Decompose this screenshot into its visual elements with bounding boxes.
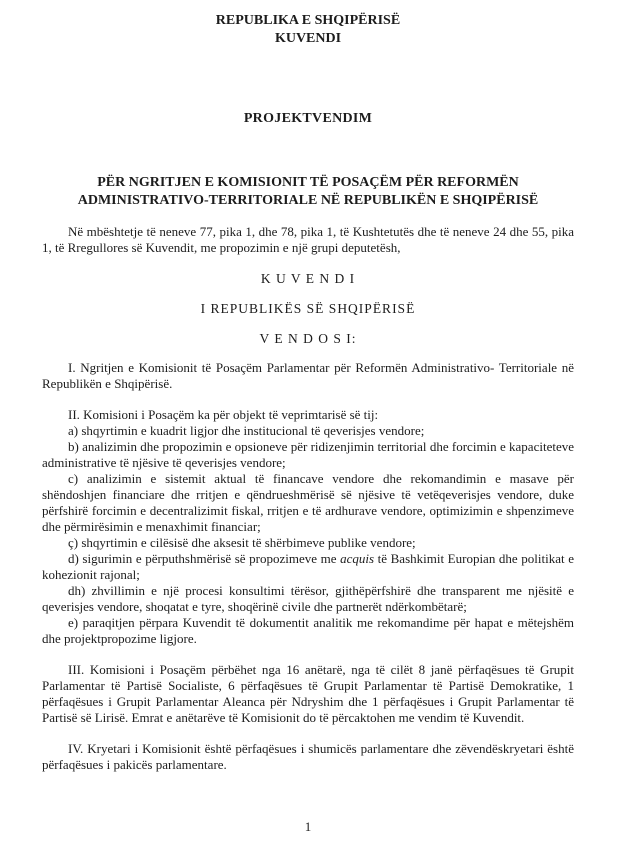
republic-name: REPUBLIKA E SHQIPËRISË [215, 13, 401, 28]
institution-name: KUVENDI [274, 31, 342, 46]
list-item-b: b) analizimin dhe propozimin e opsioneve për ridizenjimin territorial dhe forcimin e kapaciteteve administrative të njësive të qeverisjes vendore; [42, 439, 574, 470]
letterhead [42, 12, 574, 48]
section-4-paragraph: IV. Kryetari i Komisionit është përfaqësues i shumicës parlamentare dhe zëvendëskryetari është përfaqësues i pakicës parlamentare. [42, 741, 574, 772]
decision-title [42, 174, 574, 210]
section-2-intro: II. Komisioni i Posaçëm ka për objekt të veprimtarisë së tij: [68, 407, 379, 422]
enacting-body-name: K U V E N D I [260, 271, 356, 286]
decision-title-line2: ADMINISTRATIVO-TERRITORIALE NË REPUBLIKËN E SHQIPËRISË [77, 193, 539, 208]
decision-title-line1: PËR NGRITJEN E KOMISIONIT TË POSAÇËM PËR REFORMËN [97, 175, 519, 190]
list-item-c-cedilla: ç) shqyrtimin e cilësisë dhe aksesit të shërbimeve publike vendore; [68, 535, 416, 550]
page-number: 1 [304, 819, 312, 834]
decision-body [42, 360, 574, 773]
list-item-dh: dh) zhvillimin e një procesi konsultimi tërësor, gjithëpërfshirë dhe transparent me njësitë e qeverisjes vendore, shoqatat e tyre, shoqërinë civile dhe partnerët ndërkombëtarë; [42, 583, 574, 614]
section-1-paragraph: I. Ngritjen e Komisionit të Posaçëm Parlamentar për Reformën Administrativo- Territoriale në Republikën e Shqipërisë. [42, 360, 574, 391]
preamble-paragraph: Në mbështetje të neneve 77, pika 1, dhe 78, pika 1, të Kushtetutës dhe të neneve 24 dhe 55, pika 1, të Rregullores së Kuvendit, me propozimin e një grupi deputetësh, [42, 224, 574, 255]
section-3-paragraph: III. Komisioni i Posaçëm përbëhet nga 16 anëtarë, nga të cilët 8 janë përfaqësues të Grupit Parlamentar të Partisë Socialiste, 6 përfaqësues të Grupit Parlamentar të Partisë Demokratike, 1 përfaqësues i Grupit Parlamentar Aleanca për Ndryshim dhe 1 përfaqësues i Grupit Parlamentar të Partisë së Lirisë. Emrat e anëtarëve të Komisionit do të përcaktohen me vendim të Kuvendit. [42, 662, 574, 725]
enacting-verb: V E N D O S I: [259, 331, 357, 346]
document-type-heading: PROJEKTVENDIM [243, 111, 373, 126]
enacting-formula [42, 270, 574, 347]
list-item-a: a) shqyrtimin e kuadrit ligjor dhe institucional të qeverisjes vendore; [68, 423, 425, 438]
list-item-d [42, 551, 574, 583]
list-item-c: c) analizimin e sistemit aktual të financave vendore dhe rekomandimin e masave për shëndoshjen financiare dhe rritjen e qëndrueshmërisë së njësive të vetëqeverisjes vendore, duke përfshirë forcimin e decentralizimit fiskal, rritjen e të ardhurave vendore, optimizimin e shpenzimeve dhe përmirësimin e menaxhimit financiar; [42, 471, 574, 534]
enacting-body-qualifier: I REPUBLIKËS SË SHQIPËRISË [200, 301, 416, 316]
list-item-e: e) paraqitjen përpara Kuvendit të dokumentit analitik me rekomandime për hapat e mëtejshëm dhe projektpropozime ligjore. [42, 615, 574, 646]
list-item-d-acquis: acquis [340, 551, 375, 566]
list-item-d-post: të Bashkimit Europian dhe politikat e kohezionit rajonal; [42, 551, 574, 582]
list-item-d-pre: d) sigurimin e përputhshmërisë së propozimeve me [68, 551, 341, 566]
